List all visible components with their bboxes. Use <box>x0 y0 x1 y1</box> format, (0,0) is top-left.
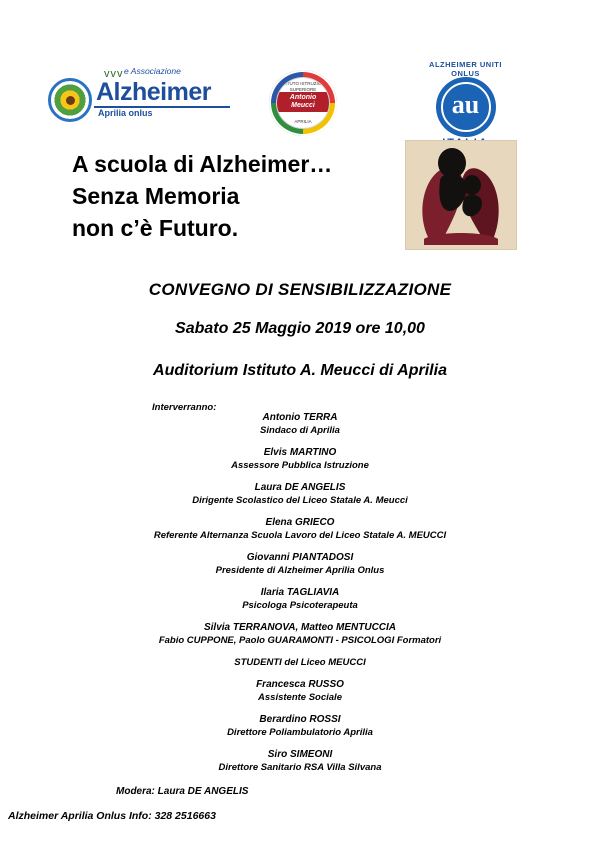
logo-alzheimer-uniti <box>418 60 513 148</box>
list-item <box>0 656 600 669</box>
logo-au-top-text: ALZHEIMER UNITI ONLUS <box>429 60 502 78</box>
logo-meucci-name: Antonio Meucci <box>289 94 317 109</box>
speakers-list <box>0 411 600 783</box>
speaker-role: Direttore Poliambulatorio Aprilia <box>227 727 373 738</box>
speaker-name: Francesca RUSSO <box>256 679 344 690</box>
logo-alzheimer-name: Alzheimer <box>96 78 211 106</box>
poster-title <box>72 148 332 244</box>
speaker-name: Elvis MARTINO <box>263 447 337 458</box>
footer-contact: Alzheimer Aprilia Onlus Info: 328 2516663 <box>8 810 216 822</box>
list-item <box>0 678 600 704</box>
list-item <box>0 586 600 612</box>
list-item <box>0 446 600 472</box>
interverranno-label: Interverranno: <box>152 402 217 413</box>
speaker-name: Ilaria TAGLIAVIA <box>260 587 340 598</box>
list-item <box>0 713 600 739</box>
list-item <box>0 621 600 647</box>
logo-au-circle <box>438 79 494 135</box>
list-item <box>0 516 600 542</box>
speaker-name: Elena GRIECO <box>265 517 335 528</box>
title-line-2: Senza Memoria <box>72 183 240 209</box>
speaker-name: STUDENTI del Liceo MEUCCI <box>234 657 366 668</box>
logo-alzheimer-top-text: e Associazione <box>124 66 181 76</box>
speaker-name: Laura DE ANGELIS <box>254 482 346 493</box>
speaker-role: Psicologa Psicoterapeuta <box>242 600 358 611</box>
speaker-role: Presidente di Alzheimer Aprilia Onlus <box>215 565 385 576</box>
logo-alzheimer-aprilia <box>48 66 233 134</box>
speaker-role: Referente Alternanza Scuola Lavoro del Liceo Statale A. MEUCCI <box>153 530 447 541</box>
mother-and-child-painting <box>405 140 517 250</box>
logo-meucci-bottom-text: APRILIA <box>294 119 312 124</box>
heading-venue: Auditorium Istituto A. Meucci di Aprilia <box>153 362 447 379</box>
logo-meucci-top-text: ISTITUTO ISTRUZIONE SUPERIORE <box>278 81 328 92</box>
speaker-role: Direttore Sanitario RSA Villa Silvana <box>218 762 382 773</box>
logo-alzheimer-sub: Aprilia onlus <box>98 108 153 118</box>
birds-icon: vvv <box>104 68 124 80</box>
list-item <box>0 411 600 437</box>
title-line-1: A scuola di Alzheimer… <box>72 151 333 177</box>
speaker-name: Giovanni PIANTADOSI <box>246 552 354 563</box>
logo-istituto-meucci <box>269 70 337 136</box>
moderator-text: Modera: Laura DE ANGELIS <box>116 786 249 797</box>
speaker-name: Silvia TERRANOVA, Matteo MENTUCCIA <box>203 622 397 633</box>
speaker-role: Dirigente Scolastico del Liceo Statale A. Meucci <box>192 495 408 506</box>
speaker-role: Assistente Sociale <box>258 692 342 703</box>
list-item <box>0 748 600 774</box>
heading-date: Sabato 25 Maggio 2019 ore 10,00 <box>175 320 425 337</box>
logo-row <box>0 30 600 124</box>
heading-convegno: CONVEGNO DI SENSIBILIZZAZIONE <box>148 280 452 299</box>
speaker-role: Assessore Pubblica Istruzione <box>231 460 369 471</box>
list-item <box>0 481 600 507</box>
logo-meucci-inner <box>276 77 330 129</box>
list-item <box>0 551 600 577</box>
speaker-name: Antonio TERRA <box>262 412 338 423</box>
title-line-3: non c’è Futuro. <box>72 215 239 241</box>
speaker-role: Sindaco di Aprilia <box>260 425 340 436</box>
sunflower-icon <box>48 78 92 122</box>
logo-au-letters: au <box>451 90 480 119</box>
speaker-name: Berardino ROSSI <box>259 714 341 725</box>
speaker-role: Fabio CUPPONE, Paolo GUARAMONTI - PSICOLOGI Formatori <box>158 635 442 646</box>
speaker-name: Siro SIMEONI <box>267 749 333 760</box>
